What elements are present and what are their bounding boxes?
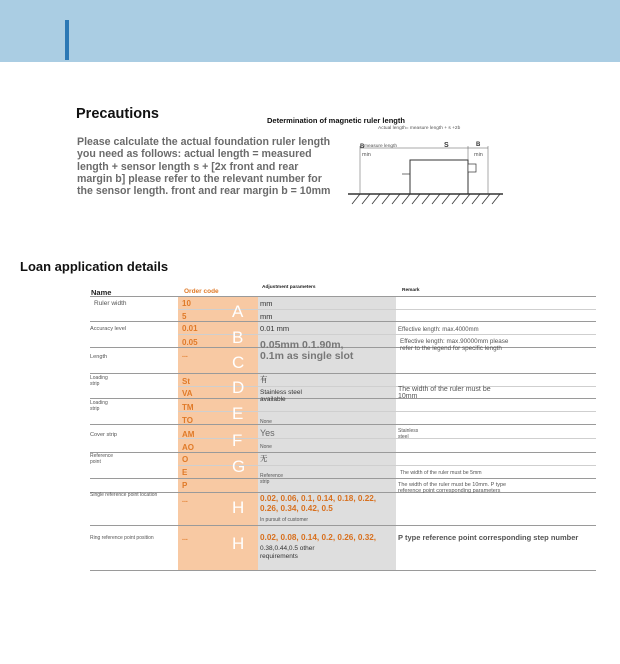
- remark-effective-length-2: Effective length: max.90000mm please refer to the legend for specific length: [400, 338, 509, 352]
- header-adjustment: Adjustment parameters: [262, 285, 316, 290]
- letter-d: D: [232, 378, 245, 397]
- remark-effective-length-1: Effective length: max.4000mm: [398, 327, 479, 333]
- header-order-code: Order code: [184, 288, 219, 295]
- letter-h-1: H: [232, 498, 245, 517]
- adjust-accuracy-2: 0.05mm 0.1.90m,: [260, 339, 344, 351]
- code-single: ...: [182, 497, 188, 504]
- letter-e: E: [232, 404, 244, 423]
- diagram-title: Determination of magnetic ruler length: [267, 116, 405, 125]
- remark-width-5mm: The width of the ruler must be 5mm: [400, 470, 482, 476]
- adjust-reference-strip: Reference strip: [260, 473, 284, 485]
- code-0-01: 0.01: [182, 324, 198, 333]
- code-tm: TM: [182, 403, 194, 412]
- name-loading-strip-2: Loading strip: [90, 400, 108, 412]
- table-rule: [90, 525, 596, 526]
- code-e: E: [182, 468, 188, 477]
- adjust-ring-more: 0.38,0.44,0.5 other requirements: [260, 545, 315, 560]
- header-remark: Remark: [402, 288, 420, 293]
- name-accuracy: Accuracy level: [90, 326, 127, 332]
- letter-g: G: [232, 457, 246, 476]
- header-banner: [0, 0, 620, 62]
- adjust-none-1: None: [260, 419, 272, 425]
- adjust-loading-2: Stainless steel available: [260, 389, 302, 403]
- diagram-b-left: B: [360, 144, 365, 150]
- letter-a: A: [232, 302, 244, 321]
- code-0-05: 0.05: [182, 338, 198, 347]
- code-o: O: [182, 455, 189, 464]
- letter-h-2: H: [232, 534, 245, 553]
- table-rule: [90, 398, 596, 399]
- name-cover-strip: Cover strip: [90, 432, 118, 438]
- letter-c: C: [232, 353, 245, 372]
- letter-f: F: [232, 431, 243, 450]
- adjust-mm-2: mm: [260, 312, 273, 321]
- code-5: 5: [182, 312, 187, 321]
- adjust-none-2: None: [260, 444, 272, 450]
- name-single-reference: Single reference point location: [90, 492, 158, 498]
- adjust-single-values: 0.02, 0.06, 0.1, 0.14, 0.18, 0.22, 0.26, 0.34, 0.42, 0.5: [260, 494, 377, 513]
- code-ring: ...: [182, 535, 188, 542]
- remark-width-10mm: The width of the ruler must be 10mm: [398, 386, 491, 400]
- code-length: ...: [182, 352, 188, 359]
- code-ao: AO: [182, 443, 194, 452]
- name-reference-point: Reference point: [90, 453, 114, 465]
- adjust-yes: Yes: [260, 428, 275, 438]
- code-va: VA: [182, 389, 193, 398]
- table-rule: [90, 424, 596, 425]
- code-st: St: [182, 377, 190, 386]
- table-rule: [90, 296, 596, 297]
- code-to: TO: [182, 416, 193, 425]
- table-rule: [90, 321, 596, 322]
- name-length: Length: [90, 354, 108, 360]
- diagram-b-right: B: [476, 142, 481, 148]
- adjust-ring-values: 0.02, 0.08, 0.14, 0.2, 0.26, 0.32,: [260, 533, 377, 542]
- table-rule: [90, 373, 596, 374]
- remark-width-p-type: The width of the ruler must be 10mm. P type reference point corresponding parameters: [398, 482, 507, 495]
- adjust-accuracy-1: 0.01 mm: [260, 324, 290, 333]
- ruler-diagram-graphic: [348, 124, 508, 216]
- table-rule: [90, 452, 596, 453]
- diagram-min-right: min: [474, 152, 483, 158]
- diagram-formula: Actual length= measure length + s +2b: [378, 126, 461, 131]
- precautions-title: Precautions: [76, 106, 159, 122]
- ruler-length-diagram: [348, 124, 508, 216]
- diagram-min-left: min: [362, 152, 371, 158]
- header-name: Name: [91, 288, 112, 297]
- remark-ring-step-number: P type reference point corresponding step number: [398, 533, 579, 542]
- adjust-loading-1: 有: [260, 375, 268, 384]
- adjust-none-3: 无: [260, 454, 268, 463]
- loan-section-title: Loan application details: [20, 259, 169, 274]
- table-rule: [90, 570, 596, 571]
- adjustment-column: [258, 296, 396, 570]
- name-ruler-width: Ruler width: [94, 300, 127, 307]
- adjust-single-note: In pursuit of customer: [260, 517, 309, 523]
- table-rule: [90, 478, 596, 479]
- letter-b: B: [232, 328, 244, 347]
- name-loading-strip-1: Loading strip: [90, 375, 108, 387]
- precautions-body: Please calculate the actual foundation ruler length you need as follows: actual length = measured length + sensor length s + [2x front and rear margin b] please refer to the relevant number for the sensor length. front and rear margin b = 10mm: [77, 136, 331, 198]
- remark-stainless: Stainless steel: [398, 428, 419, 440]
- header-accent-bar: [65, 20, 69, 60]
- code-p: P: [182, 481, 188, 490]
- adjust-mm-1: mm: [260, 299, 273, 308]
- adjust-accuracy-3: 0.1m as single slot: [260, 350, 354, 362]
- name-ring-reference: Ring reference point position: [90, 535, 154, 541]
- code-10: 10: [182, 299, 191, 308]
- diagram-s-label: S: [444, 142, 449, 149]
- table-rule: [90, 492, 596, 493]
- code-am: AM: [182, 430, 195, 439]
- diagram-measure-label: measure length: [364, 144, 398, 149]
